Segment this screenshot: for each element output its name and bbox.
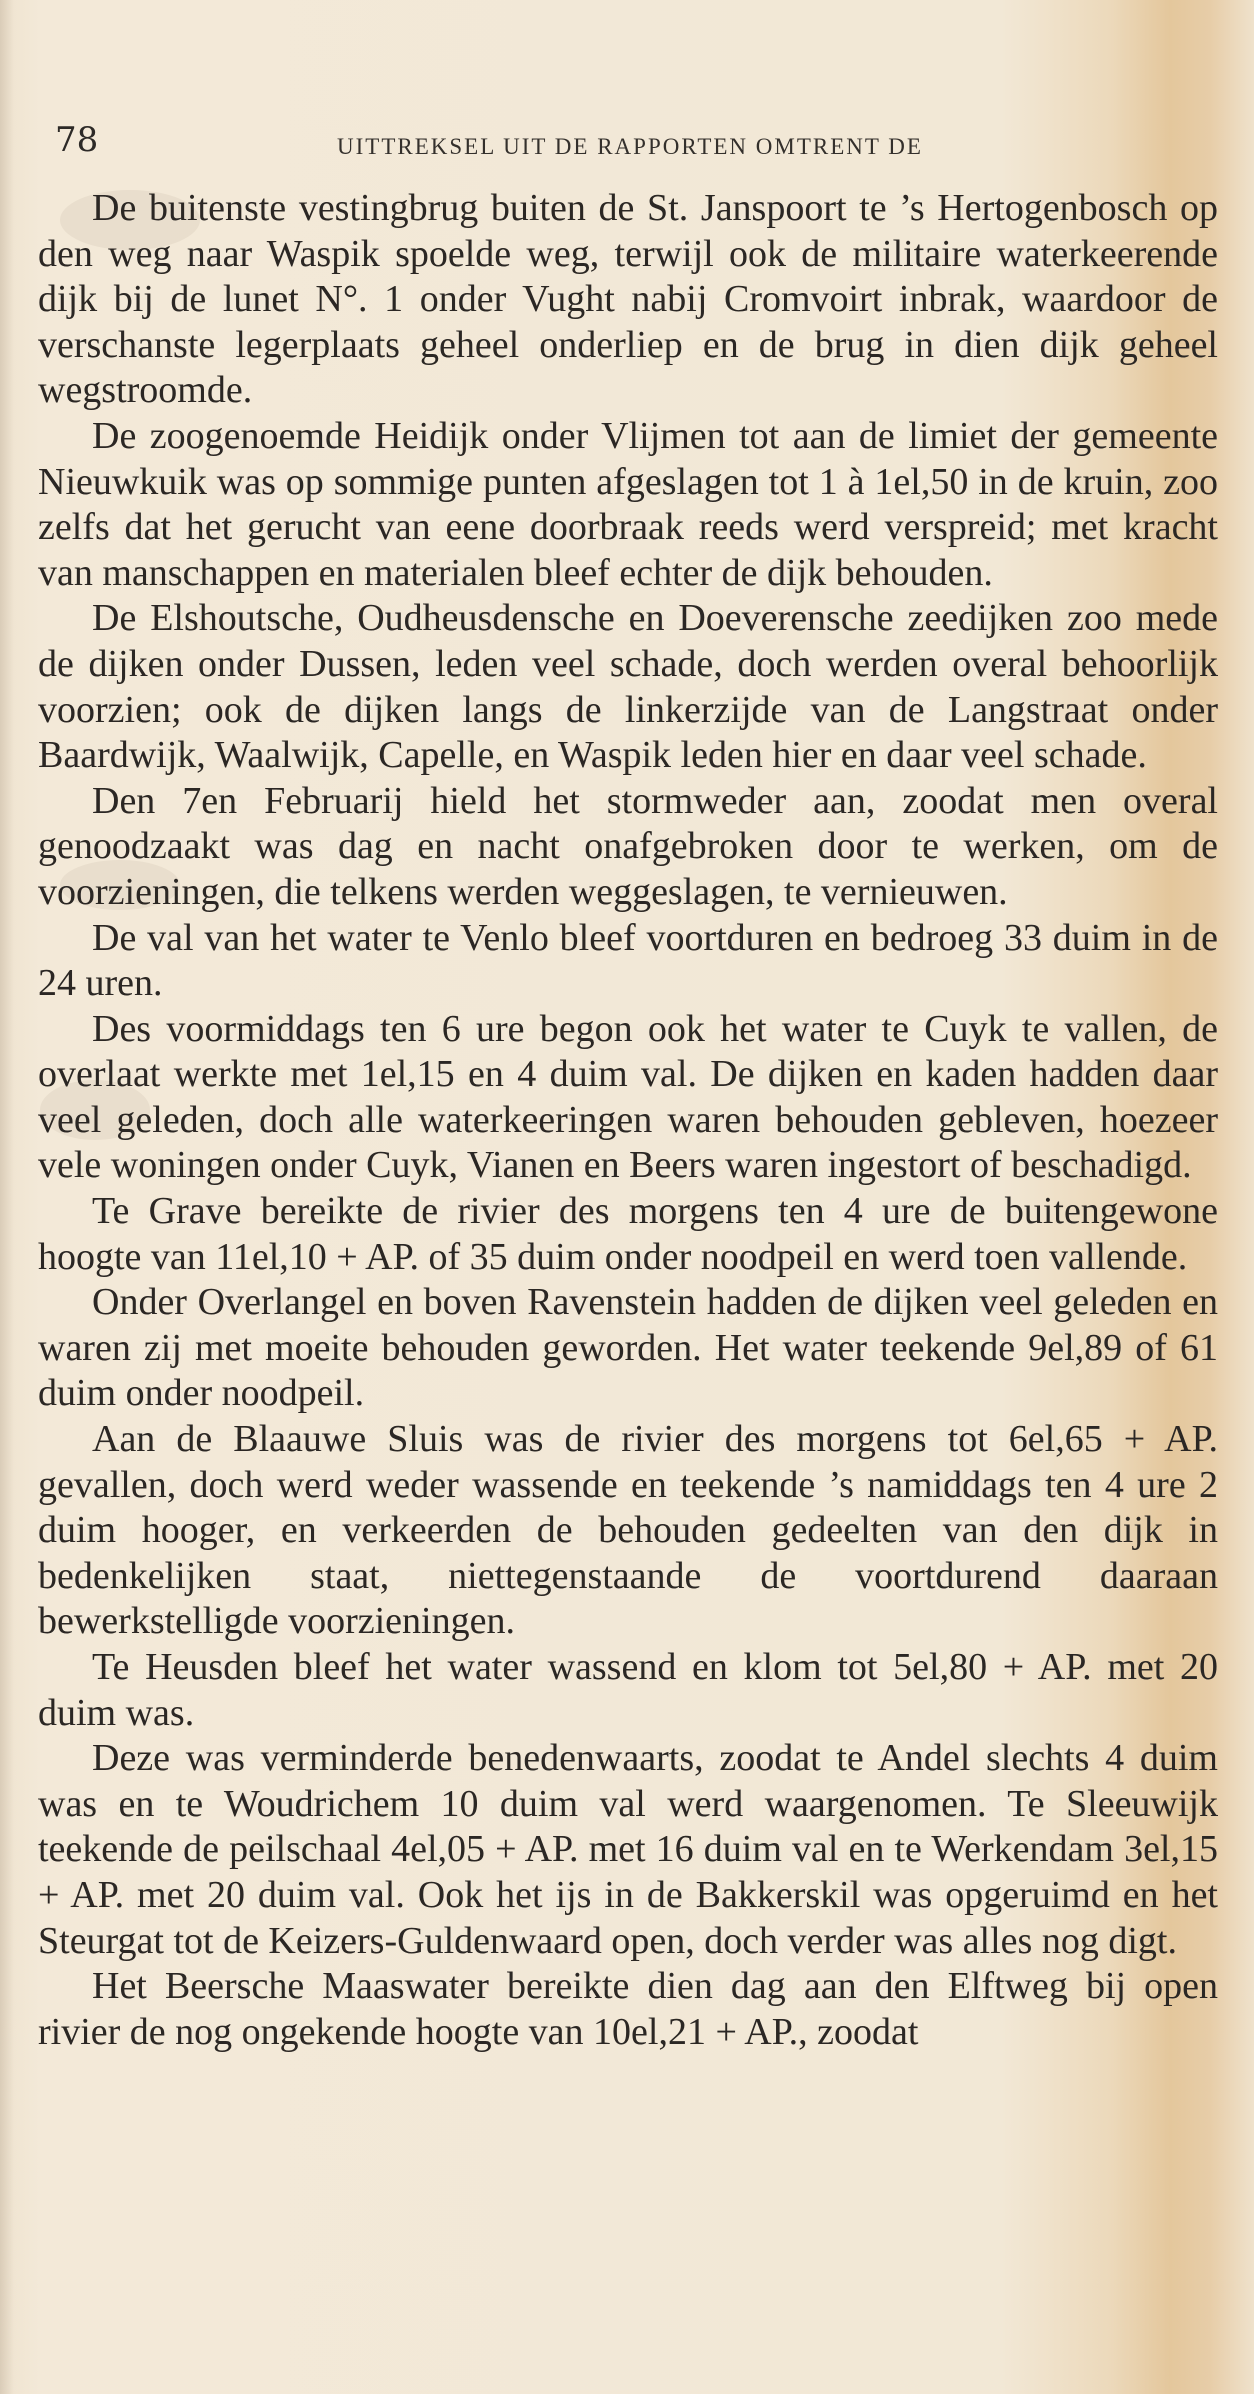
- paragraph: De zoogenoemde Heidijk onder Vlijmen tot aan de limiet der gemeente Nieuwkuik was op sommige punten afgeslagen tot 1 à 1el,50 in de kruin, zoo zelfs dat het gerucht van eene doorbraak reeds werd verspreid; met kracht van manschappen en materialen bleef echter de dijk behouden.: [38, 414, 1218, 594]
- running-head: UITTREKSEL UIT DE RAPPORTEN OMTRENT DE: [337, 134, 923, 159]
- paragraph: Aan de Blaauwe Sluis was de rivier des morgens tot 6el,65 + AP. gevallen, doch werd weder wassende en teekende ’s namiddags ten 4 ure 2 duim hooger, en verkeerden de behouden gedeelten van den dijk in bedenkelijken staat, niettegenstaande de voortdurend daaraan bewerkstelligde voorzieningen.: [38, 1418, 1218, 1643]
- body-text: [38, 186, 1218, 2055]
- paragraph: De val van het water te Venlo bleef voortduren en bedroeg 33 duim in de 24 uren.: [38, 916, 1218, 1005]
- paragraph: Te Grave bereikte de rivier des morgens ten 4 ure de buitengewone hoogte van 11el,10 + AP. of 35 duim onder noodpeil en werd toen vallende.: [38, 1190, 1218, 1278]
- paragraph: Onder Overlangel en boven Ravenstein hadden de dijken veel geleden en waren zij met moeite behouden geworden. Het water teekende 9el,89 of 61 duim onder noodpeil.: [38, 1281, 1218, 1415]
- page-edge-shadow: [0, 0, 14, 2394]
- paragraph: Den 7en Februarij hield het stormweder aan, zoodat men overal genoodzaakt was dag en nacht onafgebroken door te werken, om de voorzieningen, die telkens werden weggeslagen, te vernieuwen.: [38, 779, 1218, 913]
- page-header: [0, 120, 1254, 180]
- paragraph: Des voormiddags ten 6 ure begon ook het water te Cuyk te vallen, de overlaat werkte met 1el,15 en 4 duim val. De dijken en kaden hadden daar veel geleden, doch alle waterkeeringen waren behouden gebleven, hoezeer vele woningen onder Cuyk, Vianen en Beers waren ingestort of beschadigd.: [38, 1007, 1218, 1187]
- paragraph: Te Heusden bleef het water wassend en klom tot 5el,80 + AP. met 20 duim was.: [38, 1646, 1218, 1734]
- paragraph: De Elshoutsche, Oudheusdensche en Doeverensche zeedijken zoo mede de dijken onder Dussen, leden veel schade, doch werden overal behoorlijk voorzien; ook de dijken langs de linkerzijde van de Langstraat onder Baardwijk, Waalwijk, Capelle, en Waspik leden hier en daar veel schade.: [38, 597, 1218, 777]
- paragraph: Het Beersche Maaswater bereikte dien dag aan den Elftweg bij open rivier de nog ongekende hoogte van 10el,21 + AP., zoodat: [38, 1965, 1218, 2053]
- paragraph: Deze was verminderde benedenwaarts, zoodat te Andel slechts 4 duim was en te Woudrichem 10 duim val werd waargenomen. Te Sleeuwijk teekende de peilschaal 4el,05 + AP. met 16 duim val en te Werkendam 3el,15 + AP. met 20 duim val. Ook het ijs in de Bakkerskil was opgeruimd en het Steurgat tot de Keizers-Guldenwaard open, doch verder was alles nog digt.: [38, 1737, 1218, 1962]
- page-number: 78: [55, 120, 99, 160]
- paragraph: De buitenste vestingbrug buiten de St. Janspoort te ’s Hertogenbosch op den weg naar Waspik spoelde weg, terwijl ook de militaire waterkeerende dijk bij de lunet N°. 1 onder Vught nabij Cromvoirt inbrak, waardoor de verschanste legerplaats geheel onderliep en de brug in dien dijk geheel wegstroomde.: [38, 187, 1218, 412]
